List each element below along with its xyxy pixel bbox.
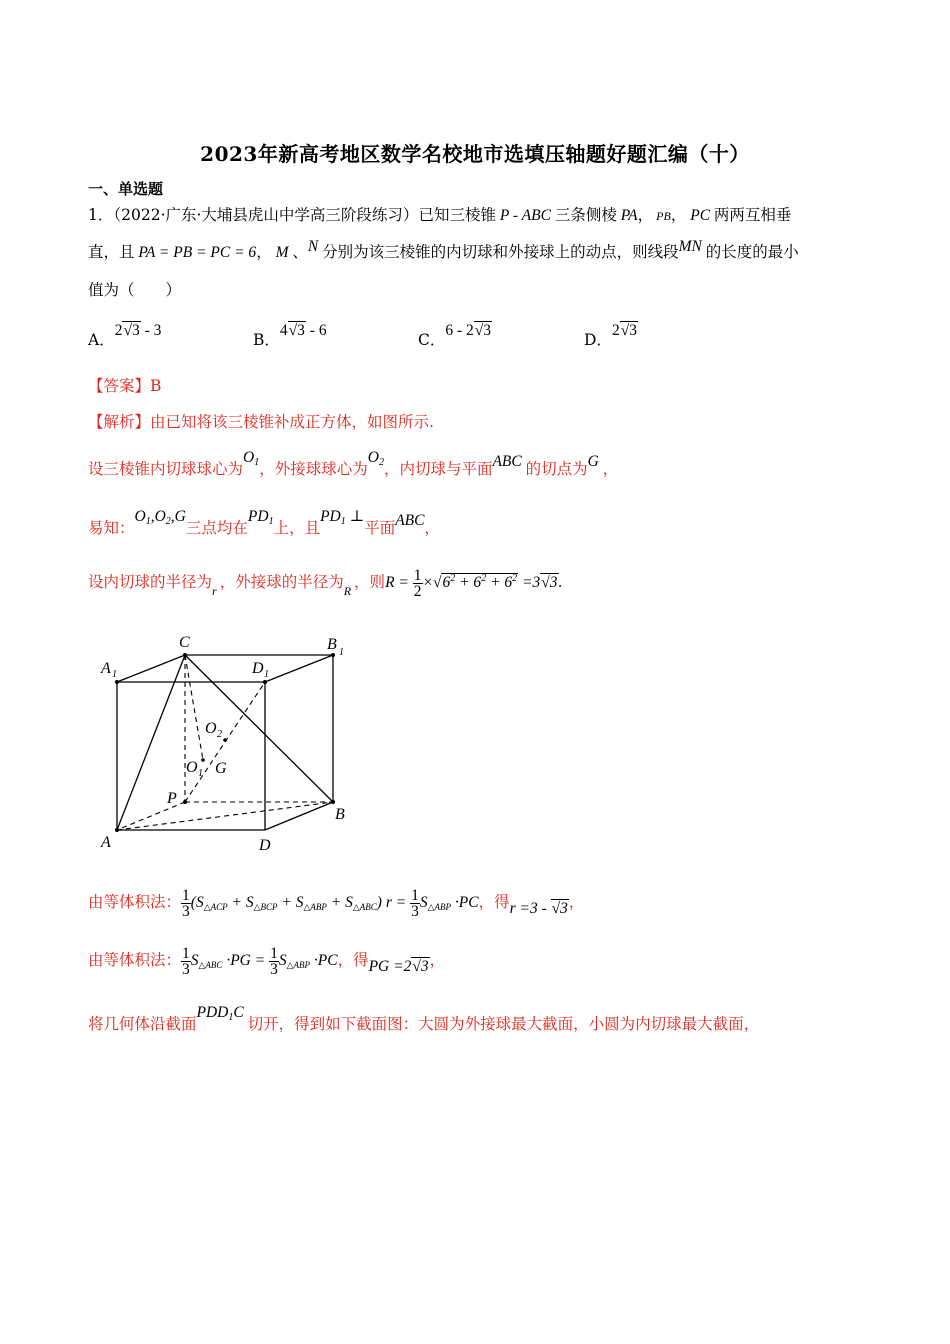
answer-value: B xyxy=(150,377,162,395)
math-pa-pb-pc: PA = PB = PC = 6 xyxy=(134,244,257,261)
label-b1-sub: 1 xyxy=(339,647,344,658)
label-a: A xyxy=(101,834,111,851)
analysis-text: ，得 xyxy=(337,951,369,970)
question-source: （2022·广东·大埔县虎山中学高三阶段练习） xyxy=(113,206,419,224)
label-a1: A xyxy=(101,660,111,677)
analysis-text: 由等体积法： xyxy=(88,893,182,912)
edge-a1-c xyxy=(117,655,185,682)
edge-p-d1 xyxy=(185,682,265,802)
analysis-text: 设内切球的半径为 xyxy=(88,573,213,592)
option-label: D． xyxy=(584,331,612,349)
math-o2: $O_2$ xyxy=(367,449,384,468)
analysis-line-2 xyxy=(88,449,619,480)
analysis-label: 【解析】 xyxy=(88,413,151,431)
question-line-3: 值为（ ） xyxy=(88,281,182,299)
analysis-text: 由已知将该三棱锥补成正方体，如图所示. xyxy=(150,413,434,431)
analysis-text: ， xyxy=(424,519,441,537)
label-b: B xyxy=(335,806,345,823)
option-d[interactable] xyxy=(584,318,638,349)
question-text: 已知三棱锥 xyxy=(418,206,496,224)
analysis-text: ，外接球球心为 xyxy=(259,460,368,478)
point-o2 xyxy=(223,738,227,742)
analysis-text: 平面 xyxy=(364,519,396,537)
math-abc: ABC xyxy=(492,453,526,470)
option-label: C． xyxy=(418,331,446,349)
math-abc: ABC xyxy=(395,512,425,529)
analysis-text: 三点均在 xyxy=(185,519,248,537)
option-label: A． xyxy=(88,331,115,349)
analysis-text: ，内切球与平面 xyxy=(383,460,493,478)
analysis-text: ， xyxy=(568,893,585,912)
math-pd1: $PD_1$ xyxy=(247,508,274,527)
math-r-value: r =3 - √3 xyxy=(509,900,568,918)
analysis-text: ，外接球的半径为 xyxy=(219,573,344,592)
option-b-expr: 4√3 - 6 xyxy=(279,322,327,339)
math-pc: PC xyxy=(686,207,714,224)
answer-label: 【答案】 xyxy=(88,377,151,395)
option-d-expr: 2√3 xyxy=(611,322,637,339)
analysis-line-6 xyxy=(88,946,445,977)
analysis-line-3 xyxy=(88,508,441,539)
label-d1-sub: 1 xyxy=(264,669,269,680)
option-label: B． xyxy=(253,331,280,349)
math-R-formula: R = $\frac{1}{2}$ $\times√6^2 + 6^2 + 6^2 =3√3$. xyxy=(385,567,563,600)
section-heading: 一、单选题 xyxy=(88,180,164,198)
question-line-2: 直，且 PA = PB = PC = 6， M 、N 分别为该三棱锥的内切球和外接球上的动点，则线段MN 的长度的最小 xyxy=(88,238,799,261)
math-o1-o2-g: $O_1,O_2,G$ xyxy=(134,508,186,527)
math-pb: PB xyxy=(653,209,671,223)
point-a1 xyxy=(115,680,119,684)
question-text: 分别为该三棱锥的内切球和外接球上的动点，则线段 xyxy=(322,243,679,261)
math-R: R xyxy=(343,584,355,599)
math-o1: $O_1$ xyxy=(243,449,260,468)
label-a1-sub: 1 xyxy=(112,669,117,680)
point-b1 xyxy=(331,653,335,657)
label-o1: O xyxy=(186,759,198,776)
question-line-1: 1．（2022·广东·大埔县虎山中学高三阶段练习）已知三棱锥 P - ABC 三条侧棱 PA， PB， PC 两两互相垂 xyxy=(88,206,792,224)
point-p xyxy=(183,800,187,804)
question-text: 三条侧棱 xyxy=(554,206,617,224)
label-o2: O xyxy=(205,720,217,737)
analysis-text: 上，且 xyxy=(273,519,321,537)
analysis-text: 由等体积法： xyxy=(88,951,182,970)
math-n: N xyxy=(307,238,323,255)
math-p-abc: P - ABC xyxy=(495,207,555,224)
math-pa: PA xyxy=(616,207,638,224)
label-o1-sub: 1 xyxy=(198,768,203,779)
label-c: C xyxy=(179,634,190,651)
label-b1: B xyxy=(327,636,337,653)
label-p: P xyxy=(167,790,177,807)
label-d: D xyxy=(259,837,271,854)
analysis-text: ，则 xyxy=(354,573,386,592)
answer-line xyxy=(88,374,161,396)
math-m-n: M xyxy=(271,244,293,261)
math-volume-eq-1: $\frac{1}{3}$ (S△ACP + S△BCP + S△ABP + S△ABC) r = $\frac{1}{3}$ S△ABP ·PC xyxy=(182,887,479,920)
math-mn: MN xyxy=(678,238,706,255)
label-d1: D xyxy=(252,660,264,677)
analysis-text: 的切点为 xyxy=(525,460,588,478)
option-a-expr: 2√3 - 3 xyxy=(114,322,162,339)
point-a xyxy=(115,828,119,832)
analysis-text: 设三棱锥内切球球心为 xyxy=(88,460,244,478)
analysis-line-4 xyxy=(88,568,562,599)
math-r: r xyxy=(212,584,220,599)
question-number: 1． xyxy=(88,206,114,224)
math-pd1-perp: $PD_1$ ⊥ xyxy=(320,508,365,527)
option-c-expr: 6 - 2√3 xyxy=(445,322,492,339)
label-g: G xyxy=(215,760,227,777)
math-volume-eq-2: $\frac{1}{3}$ S△ABC ·PG = $\frac{1}{3}$ S△ABP ·PC xyxy=(182,945,338,978)
page-title: 2023年新高考地区数学名校地市选填压轴题好题汇编（十） xyxy=(200,142,750,166)
question-text: 两两互相垂 xyxy=(713,206,792,224)
analysis-line-7 xyxy=(88,1004,760,1035)
point-c xyxy=(183,653,187,657)
label-o2-sub: 2 xyxy=(217,729,222,740)
option-b[interactable] xyxy=(253,318,327,349)
math-g: G xyxy=(587,453,603,470)
analysis-line-5 xyxy=(88,888,584,919)
analysis-text: 切开，得到如下截面图：大圆为外接球最大截面，小圆为内切球最大截面， xyxy=(247,1015,760,1033)
question-text: 的长度的最小 xyxy=(705,243,799,261)
analysis-text: 将几何体沿截面 xyxy=(88,1015,197,1033)
point-b xyxy=(331,800,335,804)
option-c[interactable] xyxy=(418,318,492,349)
point-d1 xyxy=(263,680,267,684)
analysis-line-1 xyxy=(88,410,434,432)
analysis-text: 易知： xyxy=(88,519,135,537)
analysis-text: ， xyxy=(429,951,446,970)
math-pg-value: PG =2√3 xyxy=(368,958,429,976)
math-pdd1c: $PDD_1C$ xyxy=(196,1004,248,1023)
point-o1 xyxy=(201,758,205,762)
cube-figure xyxy=(95,630,365,860)
option-a[interactable] xyxy=(88,318,162,349)
analysis-text: ，得 xyxy=(478,893,510,912)
question-text: 直，且 xyxy=(88,243,135,261)
edge-d1-b1 xyxy=(265,655,333,682)
analysis-text: ， xyxy=(602,460,619,478)
